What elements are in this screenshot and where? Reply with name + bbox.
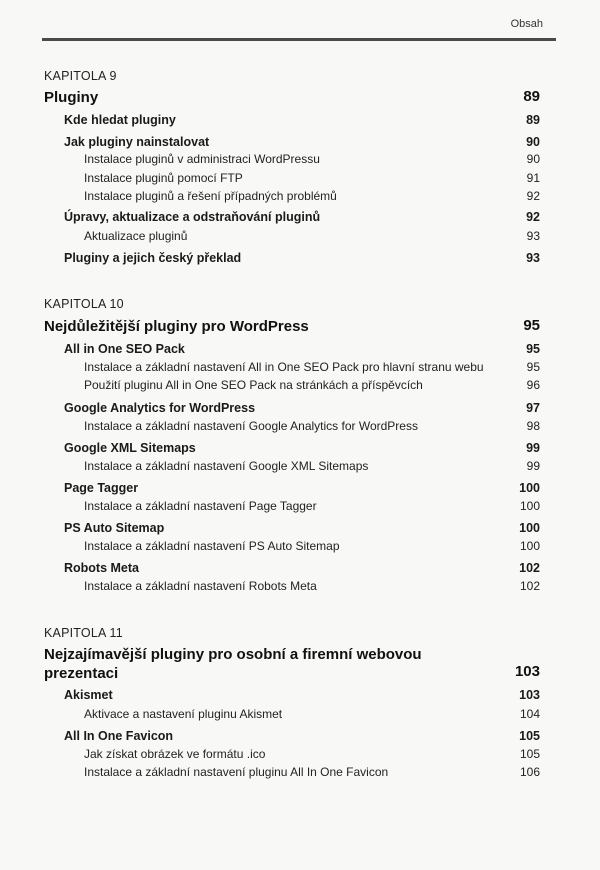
entry-title: Instalace pluginů a řešení případných problémů <box>84 189 337 203</box>
entry-page: 98 <box>526 419 540 433</box>
toc-subentry <box>0 765 600 783</box>
toc-subentry <box>0 747 600 765</box>
entry-title: Aktualizace pluginů <box>84 229 188 243</box>
entry-page: 103 <box>519 688 540 702</box>
entry-page: 93 <box>526 251 540 265</box>
entry-title: Google Analytics for WordPress <box>64 401 256 415</box>
header-rule <box>42 38 556 41</box>
entry-page: 90 <box>526 135 540 149</box>
entry-title: Pluginy a jejich český překlad <box>64 251 242 265</box>
entry-page: 100 <box>519 499 540 513</box>
entry-title: Aktivace a nastavení pluginu Akismet <box>84 707 283 721</box>
header-label: Obsah <box>510 18 543 30</box>
entry-page: 95 <box>526 342 540 356</box>
entry-page: 95 <box>526 360 540 374</box>
toc-subentry <box>0 499 600 517</box>
toc-entry <box>0 113 600 131</box>
entry-title: Instalace a základní nastavení All in One SEO Pack pro hlavní stranu webu <box>84 360 484 374</box>
chapter-title <box>44 645 494 683</box>
toc-subentry <box>0 539 600 557</box>
entry-page: 106 <box>519 765 540 779</box>
toc-subentry <box>0 229 600 247</box>
entry-title: Použití pluginu All in One SEO Pack na stránkách a příspěvcích <box>84 378 423 392</box>
entry-page: 92 <box>526 189 540 203</box>
entry-page: 90 <box>526 152 540 166</box>
chapter-page: 103 <box>514 663 540 680</box>
toc-subentry <box>0 459 600 477</box>
toc-entry <box>0 342 600 360</box>
toc-subentry <box>0 189 600 207</box>
toc-entry <box>0 135 600 153</box>
toc-entry <box>0 251 600 269</box>
toc-subentry <box>0 171 600 189</box>
chapter-title-line: prezentaci <box>44 665 119 682</box>
entry-page: 93 <box>526 229 540 243</box>
entry-title: Instalace pluginů pomocí FTP <box>84 171 243 185</box>
chapter-page: 89 <box>523 88 540 105</box>
entry-title: Akismet <box>64 688 113 702</box>
toc-entry <box>0 481 600 499</box>
toc-subentry <box>0 360 600 378</box>
entry-page: 104 <box>519 707 540 721</box>
chapter-title: Pluginy <box>44 89 99 106</box>
entry-page: 100 <box>519 481 540 495</box>
entry-title: Kde hledat pluginy <box>64 113 176 127</box>
toc-entry <box>0 401 600 419</box>
entry-title: Page Tagger <box>64 481 139 495</box>
toc-entry <box>0 521 600 539</box>
entry-title: Instalace a základní nastavení pluginu All In One Favicon <box>84 765 389 779</box>
entry-page: 102 <box>519 561 540 575</box>
toc-subentry <box>0 579 600 597</box>
entry-page: 102 <box>519 579 540 593</box>
chapter-label: KAPITOLA 10 <box>44 297 124 311</box>
entry-title: Jak získat obrázek ve formátu .ico <box>84 747 266 761</box>
entry-page: 89 <box>526 113 540 127</box>
toc-entry <box>0 441 600 459</box>
entry-title: Instalace a základní nastavení Page Tagger <box>84 499 317 513</box>
toc-subentry <box>0 707 600 725</box>
entry-page: 97 <box>526 401 540 415</box>
entry-page: 99 <box>526 459 540 473</box>
toc-subentry <box>0 419 600 437</box>
chapter-page: 95 <box>523 317 540 334</box>
entry-title: All In One Favicon <box>64 729 174 743</box>
entry-title: PS Auto Sitemap <box>64 521 165 535</box>
entry-title: Instalace a základní nastavení Google XML Sitemaps <box>84 459 369 473</box>
entry-title: Robots Meta <box>64 561 139 575</box>
entry-title: Google XML Sitemaps <box>64 441 196 455</box>
entry-title: All in One SEO Pack <box>64 342 185 356</box>
chapter-label: KAPITOLA 11 <box>44 626 123 640</box>
entry-title: Instalace pluginů v administraci WordPressu <box>84 152 320 166</box>
toc-entry <box>0 210 600 228</box>
chapter-label: KAPITOLA 9 <box>44 69 117 83</box>
toc-entry <box>0 561 600 579</box>
chapter-title-line: Nejzajímavější pluginy pro osobní a firemní webovou <box>44 646 422 663</box>
entry-title: Instalace a základní nastavení Google Analytics for WordPress <box>84 419 418 433</box>
entry-page: 100 <box>519 521 540 535</box>
entry-title: Úpravy, aktualizace a odstraňování pluginů <box>64 210 321 224</box>
toc-entry <box>0 688 600 706</box>
entry-page: 100 <box>519 539 540 553</box>
chapter-title: Nejdůležitější pluginy pro WordPress <box>44 318 309 335</box>
toc-entry <box>0 729 600 747</box>
entry-page: 92 <box>526 210 540 224</box>
entry-title: Jak pluginy nainstalovat <box>64 135 210 149</box>
entry-page: 105 <box>519 729 540 743</box>
toc-subentry <box>0 378 600 396</box>
toc-subentry <box>0 152 600 170</box>
entry-page: 96 <box>526 378 540 392</box>
entry-title: Instalace a základní nastavení PS Auto Sitemap <box>84 539 340 553</box>
entry-page: 99 <box>526 441 540 455</box>
entry-page: 91 <box>526 171 540 185</box>
entry-page: 105 <box>519 747 540 761</box>
entry-title: Instalace a základní nastavení Robots Meta <box>84 579 317 593</box>
